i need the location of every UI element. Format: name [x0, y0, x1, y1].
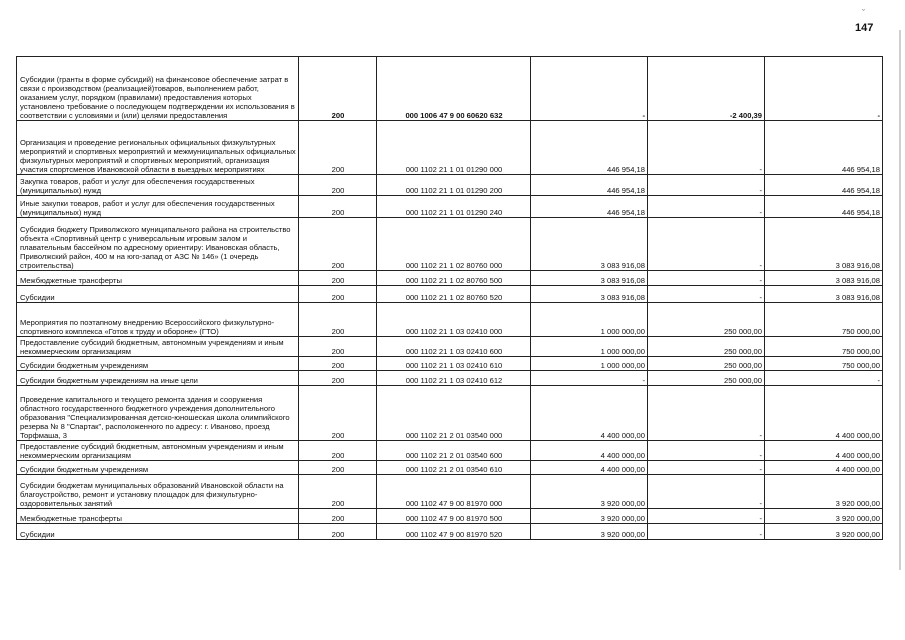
row-description: Субсидия бюджету Приволжского муниципального района на строительство объекта «Спортивный центр с универсальным игровым залом и плавательным бассейном по адресному ориентиру: Ивановская область, Приволжский район, 400 м на юго-запад от АЗС № 146» (1 очередь строительства) — [17, 218, 299, 271]
row-executed-amount: -2 400,39 — [648, 57, 765, 121]
row-description: Межбюджетные трансферты — [17, 271, 299, 286]
row-approved-amount: 446 954,18 — [531, 121, 648, 175]
table-row — [17, 303, 883, 337]
row-line-code: 200 — [299, 121, 377, 175]
row-approved-amount: 4 400 000,00 — [531, 386, 648, 441]
row-executed-amount: - — [648, 475, 765, 509]
row-budget-classification-code: 000 1102 21 2 01 03540 610 — [377, 461, 531, 475]
row-approved-amount: 4 400 000,00 — [531, 441, 648, 461]
table-row — [17, 509, 883, 524]
row-line-code: 200 — [299, 271, 377, 286]
row-budget-classification-code: 000 1102 21 1 02 80760 000 — [377, 218, 531, 271]
row-description: Субсидии бюджетным учреждениям на иные цели — [17, 371, 299, 386]
row-line-code: 200 — [299, 524, 377, 540]
row-executed-amount: - — [648, 524, 765, 540]
row-budget-classification-code: 000 1102 21 1 02 80760 520 — [377, 286, 531, 303]
row-budget-classification-code: 000 1006 47 9 00 60620 632 — [377, 57, 531, 121]
row-line-code: 200 — [299, 337, 377, 357]
row-unexecuted-amount: 4 400 000,00 — [765, 386, 883, 441]
row-approved-amount: - — [531, 57, 648, 121]
row-executed-amount: - — [648, 196, 765, 218]
budget-table-body — [17, 57, 883, 540]
row-executed-amount: - — [648, 218, 765, 271]
row-unexecuted-amount: 3 083 916,08 — [765, 271, 883, 286]
row-unexecuted-amount: 3 920 000,00 — [765, 524, 883, 540]
row-budget-classification-code: 000 1102 21 1 03 02410 612 — [377, 371, 531, 386]
row-line-code: 200 — [299, 286, 377, 303]
row-executed-amount: 250 000,00 — [648, 303, 765, 337]
row-line-code: 200 — [299, 371, 377, 386]
row-approved-amount: 3 920 000,00 — [531, 509, 648, 524]
row-approved-amount: 3 083 916,08 — [531, 271, 648, 286]
row-description: Мероприятия по поэтапному внедрению Всероссийского физкультурно-спортивного комплекса «Готов к труду и обороне» (ГТО) — [17, 303, 299, 337]
row-line-code: 200 — [299, 175, 377, 196]
row-executed-amount: - — [648, 121, 765, 175]
row-unexecuted-amount: 4 400 000,00 — [765, 441, 883, 461]
row-approved-amount: 446 954,18 — [531, 175, 648, 196]
row-budget-classification-code: 000 1102 21 1 03 02410 000 — [377, 303, 531, 337]
page-number: 147 — [855, 22, 874, 34]
row-executed-amount: - — [648, 386, 765, 441]
row-unexecuted-amount: 3 083 916,08 — [765, 286, 883, 303]
table-row — [17, 475, 883, 509]
row-executed-amount: 250 000,00 — [648, 357, 765, 371]
row-description: Предоставление субсидий бюджетным, автономным учреждениям и иным некоммерческим организациям — [17, 337, 299, 357]
table-row — [17, 271, 883, 286]
row-unexecuted-amount: 750 000,00 — [765, 357, 883, 371]
table-row — [17, 175, 883, 196]
row-line-code: 200 — [299, 196, 377, 218]
row-unexecuted-amount: 3 083 916,08 — [765, 218, 883, 271]
row-approved-amount: 3 920 000,00 — [531, 524, 648, 540]
row-budget-classification-code: 000 1102 21 1 01 01290 240 — [377, 196, 531, 218]
row-approved-amount: - — [531, 371, 648, 386]
row-approved-amount: 1 000 000,00 — [531, 303, 648, 337]
row-executed-amount: - — [648, 461, 765, 475]
row-unexecuted-amount: - — [765, 57, 883, 121]
row-description: Субсидии (гранты в форме субсидий) на финансовое обеспечение затрат в связи с производством (реализацией)товаров, выполнением работ, оказанием услуг, порядком (правилами) предоставления которых установлено требование о последующем подтверждении их использования в соответствии с условиями и (или) целями предоставления — [17, 57, 299, 121]
row-approved-amount: 1 000 000,00 — [531, 357, 648, 371]
row-budget-classification-code: 000 1102 21 1 01 01290 000 — [377, 121, 531, 175]
row-description: Иные закупки товаров, работ и услуг для обеспечения государственных (муниципальных) нужд — [17, 196, 299, 218]
row-unexecuted-amount: 446 954,18 — [765, 121, 883, 175]
table-row — [17, 386, 883, 441]
row-unexecuted-amount: 446 954,18 — [765, 175, 883, 196]
scan-edge-line — [899, 30, 901, 570]
table-row — [17, 461, 883, 475]
row-description: Субсидии бюджетам муниципальных образований Ивановской области на благоустройство, ремонт и установку площадок для физкультурно-оздоровительных занятий — [17, 475, 299, 509]
budget-table — [16, 56, 883, 540]
row-budget-classification-code: 000 1102 21 2 01 03540 600 — [377, 441, 531, 461]
row-executed-amount: - — [648, 441, 765, 461]
row-executed-amount: 250 000,00 — [648, 337, 765, 357]
row-approved-amount: 446 954,18 — [531, 196, 648, 218]
row-unexecuted-amount: 3 920 000,00 — [765, 509, 883, 524]
row-unexecuted-amount: 446 954,18 — [765, 196, 883, 218]
table-row — [17, 357, 883, 371]
table-row — [17, 218, 883, 271]
table-row — [17, 371, 883, 386]
row-budget-classification-code: 000 1102 21 1 03 02410 600 — [377, 337, 531, 357]
row-line-code: 200 — [299, 441, 377, 461]
row-description: Закупка товаров, работ и услуг для обеспечения государственных (муниципальных) нужд — [17, 175, 299, 196]
row-budget-classification-code: 000 1102 47 9 00 81970 520 — [377, 524, 531, 540]
row-approved-amount: 1 000 000,00 — [531, 337, 648, 357]
row-executed-amount: - — [648, 286, 765, 303]
row-line-code: 200 — [299, 386, 377, 441]
row-budget-classification-code: 000 1102 21 2 01 03540 000 — [377, 386, 531, 441]
row-approved-amount: 3 920 000,00 — [531, 475, 648, 509]
row-unexecuted-amount: - — [765, 371, 883, 386]
row-unexecuted-amount: 750 000,00 — [765, 303, 883, 337]
table-row — [17, 121, 883, 175]
row-line-code: 200 — [299, 57, 377, 121]
row-description: Субсидии бюджетным учреждениям — [17, 357, 299, 371]
row-line-code: 200 — [299, 218, 377, 271]
row-line-code: 200 — [299, 475, 377, 509]
row-line-code: 200 — [299, 461, 377, 475]
row-description: Проведение капитального и текущего ремонта здания и сооружения областного государственного бюджетного учреждения дополнительного образования "Специализированная детско-юношеская школа олимпийского резерва № 8 "Спартак", расположенного по адресу: г. Иваново, проезд Торфмаша, 3 — [17, 386, 299, 441]
table-row — [17, 196, 883, 218]
row-executed-amount: 250 000,00 — [648, 371, 765, 386]
row-approved-amount: 3 083 916,08 — [531, 218, 648, 271]
row-description: Субсидии — [17, 524, 299, 540]
row-budget-classification-code: 000 1102 21 1 01 01290 200 — [377, 175, 531, 196]
row-approved-amount: 3 083 916,08 — [531, 286, 648, 303]
row-budget-classification-code: 000 1102 21 1 03 02410 610 — [377, 357, 531, 371]
row-budget-classification-code: 000 1102 47 9 00 81970 500 — [377, 509, 531, 524]
row-budget-classification-code: 000 1102 47 9 00 81970 000 — [377, 475, 531, 509]
row-unexecuted-amount: 750 000,00 — [765, 337, 883, 357]
scan-mark: ˇ — [862, 8, 865, 18]
table-row — [17, 286, 883, 303]
row-description: Организация и проведение региональных официальных физкультурных мероприятий и спортивных мероприятий и межмуниципальных официальных физкультурных мероприятий и спортивных мероприятий, организация участия спортсменов Ивановской области в выездных мероприятиях — [17, 121, 299, 175]
row-unexecuted-amount: 4 400 000,00 — [765, 461, 883, 475]
row-line-code: 200 — [299, 509, 377, 524]
row-description: Межбюджетные трансферты — [17, 509, 299, 524]
row-approved-amount: 4 400 000,00 — [531, 461, 648, 475]
table-row — [17, 524, 883, 540]
row-executed-amount: - — [648, 509, 765, 524]
table-row — [17, 441, 883, 461]
row-executed-amount: - — [648, 271, 765, 286]
row-executed-amount: - — [648, 175, 765, 196]
row-unexecuted-amount: 3 920 000,00 — [765, 475, 883, 509]
row-line-code: 200 — [299, 303, 377, 337]
row-description: Субсидии бюджетным учреждениям — [17, 461, 299, 475]
row-budget-classification-code: 000 1102 21 1 02 80760 500 — [377, 271, 531, 286]
row-line-code: 200 — [299, 357, 377, 371]
row-description: Предоставление субсидий бюджетным, автономным учреждениям и иным некоммерческим организациям — [17, 441, 299, 461]
table-row — [17, 337, 883, 357]
table-row — [17, 57, 883, 121]
row-description: Субсидии — [17, 286, 299, 303]
